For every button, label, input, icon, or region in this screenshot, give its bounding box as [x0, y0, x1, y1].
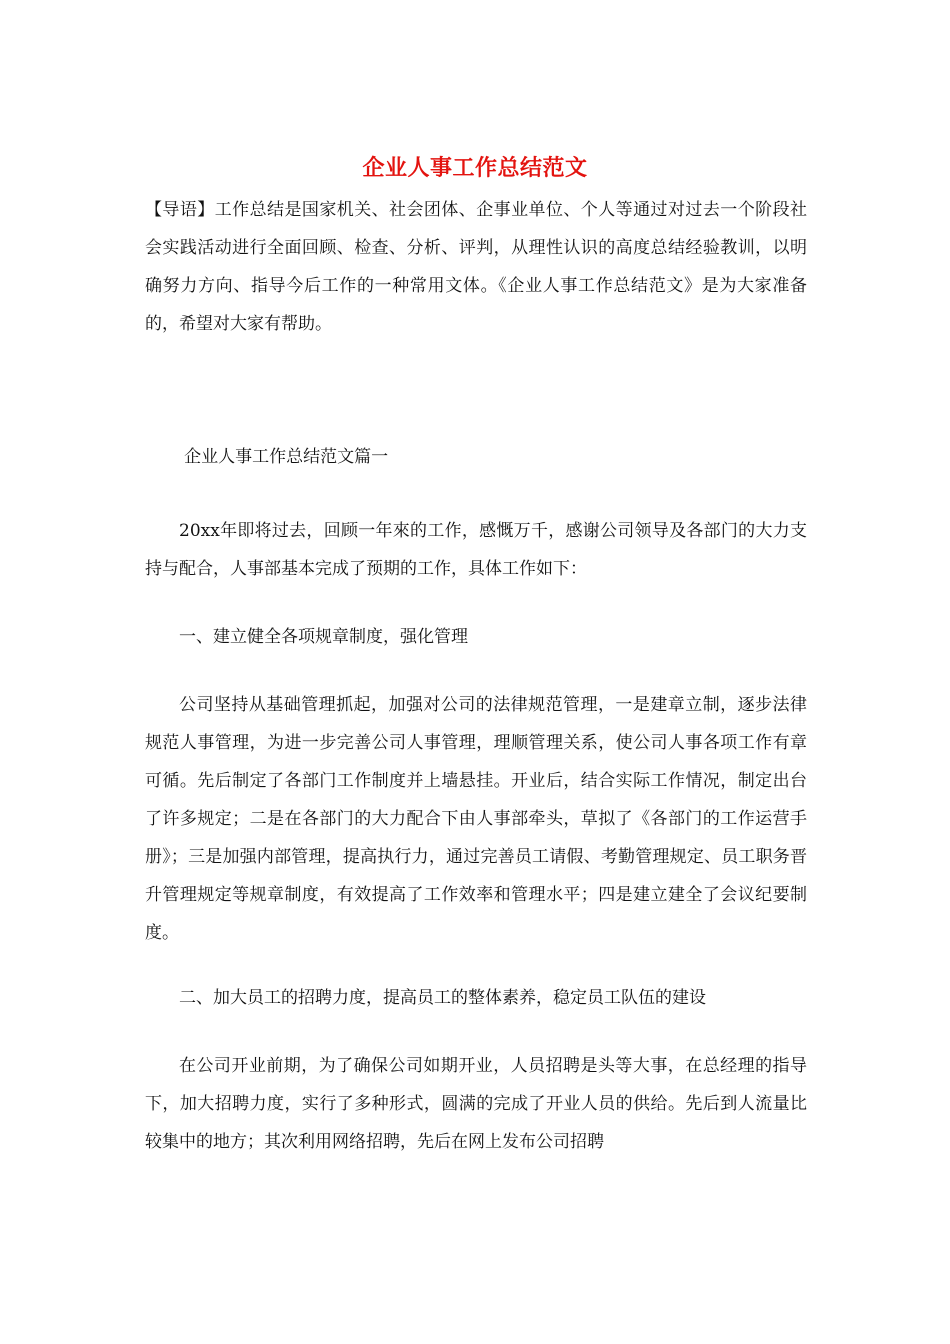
section-title: 企业人事工作总结范文篇一 — [184, 447, 389, 467]
intro-paragraph: 【导语】工作总结是国家机关、社会团体、企事业单位、个人等通过对过去一个阶段社会实践活动进行全面回顾、检查、分析、评判，从理性认识的高度总结经验教训，以明确努力方向、指导今后工作的一种常用文体。《企业人事工作总结范文》是为大家准备的，希望对大家有帮助。 — [145, 200, 807, 334]
body-paragraph-3: 在公司开业前期，为了确保公司如期开业，人员招聘是头等大事，在总经理的指导下，加大招聘力度，实行了多种形式，圆满的完成了开业人员的供给。先后到人流量比较集中的地方；其次利用网络招聘，先后在网上发布公司招聘 — [145, 1056, 807, 1152]
document-title: 企业人事工作总结范文 — [362, 155, 588, 181]
subheading-1: 一、建立健全各项规章制度，强化管理 — [179, 627, 468, 647]
subheading-2: 二、加大员工的招聘力度，提高员工的整体素养，稳定员工队伍的建设 — [179, 988, 706, 1008]
body-paragraph-1: 20xx年即将过去，回顾一年來的工作，感慨万千，感谢公司领导及各部门的大力支持与配合，人事部基本完成了预期的工作，具体工作如下： — [145, 521, 807, 579]
body-paragraph-2: 公司坚持从基础管理抓起，加强对公司的法律规范管理，一是建章立制，逐步法律规范人事管理，为进一步完善公司人事管理，理顺管理关系，使公司人事各项工作有章可循。先后制定了各部门工作制度并上墙悬挂。开业后，结合实际工作情况，制定出台了许多规定；二是在各部门的大力配合下由人事部牵头，草拟了《各部门的工作运营手册》；三是加强内部管理，提高执行力，通过完善员工请假、考勤管理规定、员工职务晋升管理规定等规章制度，有效提高了工作效率和管理水平；四是建立建全了会议纪要制度。 — [145, 695, 807, 943]
